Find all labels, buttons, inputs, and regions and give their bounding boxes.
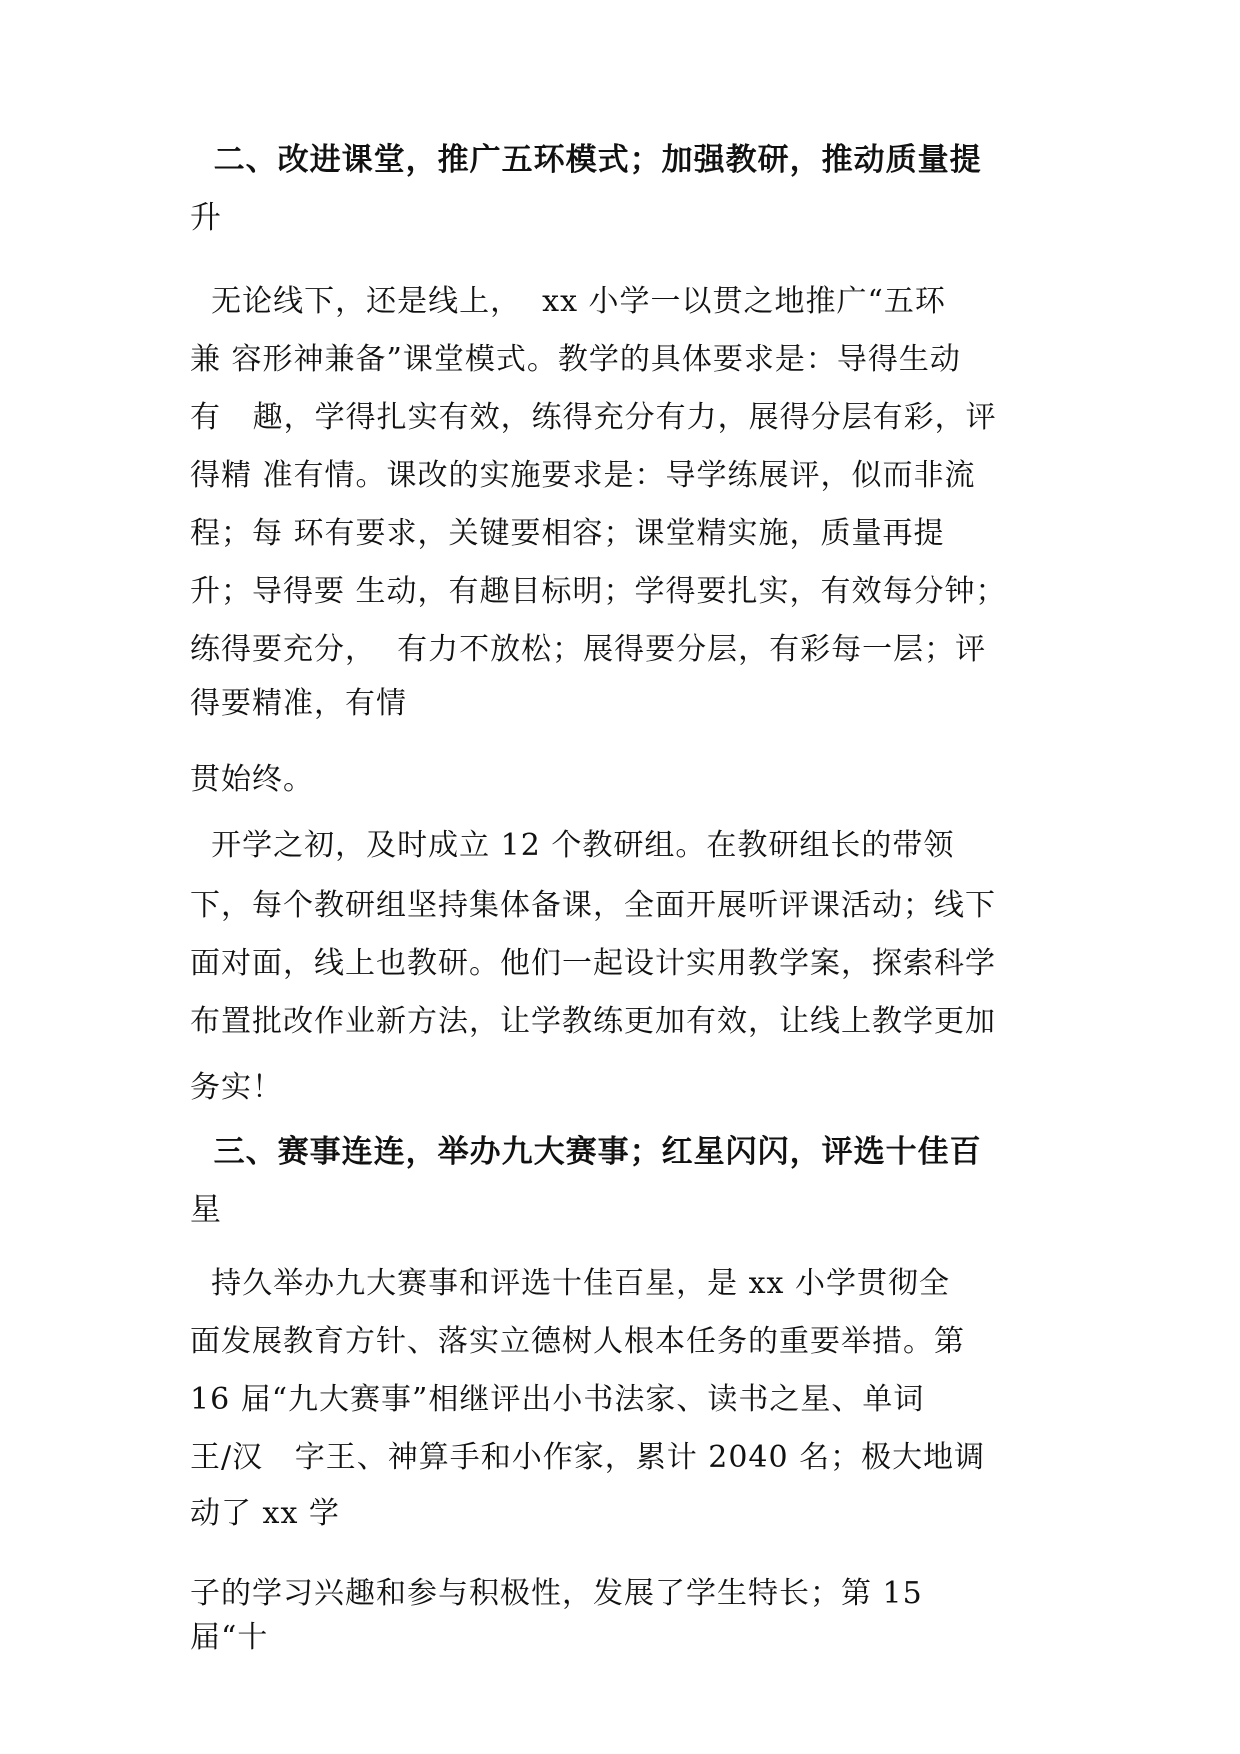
section2-p1-line4: 得精 准有情。课改的实施要求是：导学练展评，似而非流 — [190, 458, 976, 493]
section3-p1-line1: 持久举办九大赛事和评选十佳百星，是 xx 小学贯彻全 — [190, 1266, 950, 1301]
section2-p1-line6: 升；导得要 生动，有趣目标明；学得要扎实，有效每分钟； — [190, 574, 1007, 609]
section2-p2-line1: 开学之初，及时成立 12 个教研组。在教研组长的带领 — [190, 828, 955, 863]
section2-p2-tail: 务实！ — [190, 1070, 283, 1105]
section2-p1-line5: 程；每 环有要求，关键要相容；课堂精实施，质量再提 — [190, 516, 945, 551]
section3-p2-line2: 届“十 — [190, 1620, 269, 1655]
section3-p1-line5: 动了 xx 学 — [190, 1496, 340, 1531]
section2-p2-line2: 下，每个教研组坚持集体备课，全面开展听评课活动；线下 — [190, 888, 996, 923]
section2-heading-line1: 二、改进课堂，推广五环模式；加强教研，推动质量提 — [190, 142, 982, 178]
section3-p1-line3: 16 届“九大赛事”相继评出小书法家、读书之星、单词 — [190, 1382, 925, 1417]
section2-p1-line3: 有 趣，学得扎实有效，练得充分有力，展得分层有彩，评 — [190, 400, 997, 435]
section2-p1-line2: 兼 容形神兼备”课堂模式。教学的具体要求是：导得生动 — [190, 342, 961, 377]
section2-p1-tail: 贯始终。 — [190, 762, 314, 797]
section3-p2-line1: 子的学习兴趣和参与积极性，发展了学生特长；第 15 — [190, 1576, 923, 1611]
section2-p1-line8: 得要精准，有情 — [190, 686, 407, 721]
section3-heading-line1: 三、赛事连连，举办九大赛事；红星闪闪，评选十佳百 — [190, 1134, 982, 1170]
section2-p1-line1: 无论线下，还是线上， xx 小学一以贯之地推广“五环 — [190, 284, 946, 319]
section3-p1-line2: 面发展教育方针、落实立德树人根本任务的重要举措。第 — [190, 1324, 965, 1359]
section2-p1-line7: 练得要充分， 有力不放松；展得要分层，有彩每一层；评 — [190, 632, 987, 667]
section3-p1-line4: 王/汉 字王、神算手和小作家，累计 2040 名；极大地调 — [190, 1440, 986, 1475]
section2-p2-line3: 面对面，线上也教研。他们一起设计实用教学案，探索科学 — [190, 946, 996, 981]
section2-heading-line2: 升 — [190, 200, 222, 236]
section3-heading-line2: 星 — [190, 1192, 222, 1228]
section2-p2-line4: 布置批改作业新方法，让学教练更加有效，让线上教学更加 — [190, 1004, 996, 1039]
